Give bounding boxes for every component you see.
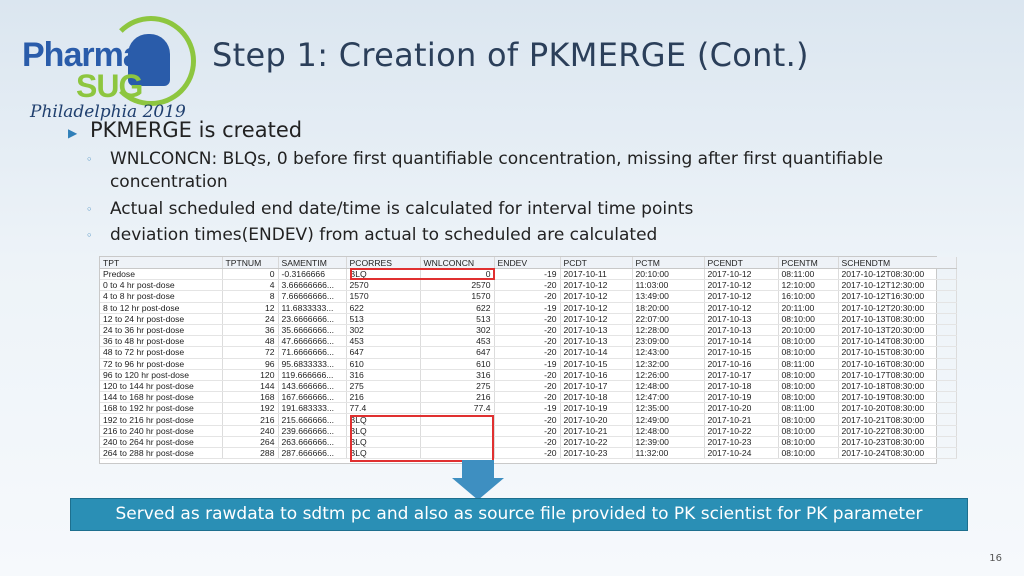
table-row [100, 436, 956, 447]
table-cell: 2017-10-12 [560, 302, 632, 313]
table-row [100, 347, 956, 358]
table-cell: 2017-10-19 [704, 392, 778, 403]
column-header: SAMENTIM [278, 257, 346, 269]
bullet-list [68, 118, 968, 247]
table-row [100, 448, 956, 459]
table-cell: 08:10:00 [778, 436, 838, 447]
table-cell: 316 [346, 369, 420, 380]
table-cell: 72 to 96 hr post-dose [100, 358, 222, 369]
table-cell: 2017-10-12 [704, 269, 778, 280]
table-cell: 48 to 72 hr post-dose [100, 347, 222, 358]
table-cell: 35.6666666... [278, 324, 346, 335]
column-header: ENDEV [494, 257, 560, 269]
table-cell: 12:32:00 [632, 358, 704, 369]
table-cell: 2017-10-18T08:30:00 [838, 380, 956, 391]
table-cell: 08:10:00 [778, 414, 838, 425]
table-cell: 2017-10-22 [704, 425, 778, 436]
table-cell: 647 [420, 347, 494, 358]
table-cell: -20 [494, 392, 560, 403]
table-cell: 119.666666... [278, 369, 346, 380]
table-cell: 77.4 [420, 403, 494, 414]
table-cell: BLQ [346, 425, 420, 436]
table-cell: 47.6666666... [278, 336, 346, 347]
table-cell: 302 [346, 324, 420, 335]
table-cell: 71.6666666... [278, 347, 346, 358]
column-header: PCDT [560, 257, 632, 269]
table-cell: 1570 [420, 291, 494, 302]
table-cell: 2017-10-12T12:30:00 [838, 280, 956, 291]
table-cell: 4 to 8 hr post-dose [100, 291, 222, 302]
table-cell: -20 [494, 369, 560, 380]
table-cell: 0 [222, 269, 278, 280]
table-cell: 08:10:00 [778, 380, 838, 391]
sub-bullet [86, 148, 968, 194]
sub-bullet [86, 198, 968, 221]
table-cell: 2017-10-19T08:30:00 [838, 392, 956, 403]
table-row [100, 324, 956, 335]
pharmasug-logo [20, 14, 190, 124]
sub-bullet-text: deviation times(ENDEV) from actual to scheduled are calculated [109, 225, 658, 245]
table-cell: 08:10:00 [778, 392, 838, 403]
table-cell: 08:11:00 [778, 358, 838, 369]
triangle-bullet-icon: ▶ [68, 126, 78, 140]
table-cell: 2017-10-12 [704, 291, 778, 302]
column-header: PCTM [632, 257, 704, 269]
table-cell: 215.666666... [278, 414, 346, 425]
table-cell: 263.666666... [278, 436, 346, 447]
table-cell: 191.683333... [278, 403, 346, 414]
table-cell: 2017-10-15 [560, 358, 632, 369]
table-cell [420, 414, 494, 425]
circle-bullet-icon: ◦ [86, 203, 93, 216]
table-cell: 08:10:00 [778, 369, 838, 380]
table-cell: 2017-10-20 [704, 403, 778, 414]
table-cell: 0 [420, 269, 494, 280]
table-cell [420, 436, 494, 447]
table-cell: -20 [494, 436, 560, 447]
table-cell: 1570 [346, 291, 420, 302]
table-cell: 13:49:00 [632, 291, 704, 302]
table-cell: 2017-10-22T08:30:00 [838, 425, 956, 436]
table-cell: 239.666666... [278, 425, 346, 436]
table-cell: 240 [222, 425, 278, 436]
table-cell: 12:48:00 [632, 380, 704, 391]
sub-bullet-text: Actual scheduled end date/time is calculated for interval time points [109, 199, 694, 219]
table-row [100, 425, 956, 436]
table-cell: -20 [494, 336, 560, 347]
table-cell: -19 [494, 302, 560, 313]
table-cell: 2017-10-23T08:30:00 [838, 436, 956, 447]
sub-bullet-text: WNLCONCN: BLQs, 0 before first quantifiable concentration, missing after first quantifiable concentration [109, 149, 884, 192]
logo-word-pharma: Pharma [22, 36, 141, 74]
table-cell: 2017-10-24T08:30:00 [838, 448, 956, 459]
table-cell: BLQ [346, 269, 420, 280]
table-cell: 11:32:00 [632, 448, 704, 459]
table-cell: 167.666666... [278, 392, 346, 403]
table-cell: 2017-10-22 [560, 436, 632, 447]
table-cell: 287.666666... [278, 448, 346, 459]
table-cell: 2017-10-13 [704, 313, 778, 324]
table-cell: BLQ [346, 414, 420, 425]
table-row [100, 280, 956, 291]
table-cell: 2017-10-20 [560, 414, 632, 425]
table-cell: 2017-10-18 [704, 380, 778, 391]
table-cell: 216 [346, 392, 420, 403]
table-cell: -19 [494, 358, 560, 369]
table-cell: 513 [346, 313, 420, 324]
logo-subtitle: Philadelphia 2019 [30, 102, 186, 122]
table-cell: 2017-10-15 [704, 347, 778, 358]
table-cell: 622 [420, 302, 494, 313]
table-cell: 2017-10-19 [560, 403, 632, 414]
table-cell: 12 [222, 302, 278, 313]
table-cell [420, 425, 494, 436]
slide-title: Step 1: Creation of PKMERGE (Cont.) [212, 36, 809, 74]
table-cell: 647 [346, 347, 420, 358]
table-cell: 8 to 12 hr post-dose [100, 302, 222, 313]
table-cell: 12:49:00 [632, 414, 704, 425]
table-cell: 2017-10-24 [704, 448, 778, 459]
table-cell: Predose [100, 269, 222, 280]
table-cell: 12:48:00 [632, 425, 704, 436]
table-row [100, 414, 956, 425]
table-cell: 0 to 4 hr post-dose [100, 280, 222, 291]
table-cell: 120 to 144 hr post-dose [100, 380, 222, 391]
table-row [100, 392, 956, 403]
table-cell: 2017-10-21 [704, 414, 778, 425]
table-cell: 18:20:00 [632, 302, 704, 313]
table-cell: 2017-10-14 [560, 347, 632, 358]
table-cell: 316 [420, 369, 494, 380]
table-cell: 2017-10-12 [704, 280, 778, 291]
table-cell: 77.4 [346, 403, 420, 414]
table-cell: 2017-10-16 [704, 358, 778, 369]
table-cell: -20 [494, 414, 560, 425]
column-header: SCHENDTM [838, 257, 956, 269]
table-cell: 2017-10-12 [560, 280, 632, 291]
table-cell: 2017-10-11 [560, 269, 632, 280]
table-cell: 144 [222, 380, 278, 391]
table-cell: 08:10:00 [778, 336, 838, 347]
table-cell: 08:10:00 [778, 425, 838, 436]
down-arrow-icon [452, 460, 504, 500]
table-cell: 2017-10-13 [560, 324, 632, 335]
table-row [100, 380, 956, 391]
table-cell: 2017-10-13T20:30:00 [838, 324, 956, 335]
table-row [100, 369, 956, 380]
circle-bullet-icon: ◦ [86, 153, 93, 166]
table-cell: 7.66666666... [278, 291, 346, 302]
column-header: TPT [100, 257, 222, 269]
table-cell: 36 [222, 324, 278, 335]
table-cell: 2017-10-17T08:30:00 [838, 369, 956, 380]
table-cell: 72 [222, 347, 278, 358]
table-row [100, 269, 956, 280]
table-cell: 2017-10-23 [560, 448, 632, 459]
table-cell: 2017-10-12T08:30:00 [838, 269, 956, 280]
table-cell: 143.666666... [278, 380, 346, 391]
column-header: TPTNUM [222, 257, 278, 269]
table-cell: 2017-10-21 [560, 425, 632, 436]
table-cell: 12:43:00 [632, 347, 704, 358]
table-cell: BLQ [346, 436, 420, 447]
table-cell: 2017-10-12 [560, 313, 632, 324]
table-cell: 2017-10-12T20:30:00 [838, 302, 956, 313]
table-cell: 11.6833333... [278, 302, 346, 313]
table-cell: 24 to 36 hr post-dose [100, 324, 222, 335]
table-cell: 264 to 288 hr post-dose [100, 448, 222, 459]
table-cell: 2017-10-20T08:30:00 [838, 403, 956, 414]
table-cell: 08:10:00 [778, 448, 838, 459]
table-cell: 4 [222, 280, 278, 291]
table-cell: 275 [420, 380, 494, 391]
table-row [100, 336, 956, 347]
table-cell: -20 [494, 324, 560, 335]
table-cell: 96 [222, 358, 278, 369]
table-row [100, 302, 956, 313]
table-cell: 622 [346, 302, 420, 313]
table-cell: 11:03:00 [632, 280, 704, 291]
table-cell: 144 to 168 hr post-dose [100, 392, 222, 403]
table-cell: 192 [222, 403, 278, 414]
table-cell: 192 to 216 hr post-dose [100, 414, 222, 425]
table-cell: 2017-10-14 [704, 336, 778, 347]
table-cell: 08:11:00 [778, 269, 838, 280]
table-cell: 08:11:00 [778, 403, 838, 414]
table-cell: 96 to 120 hr post-dose [100, 369, 222, 380]
logo-word-sug: SUG [76, 68, 143, 104]
table-cell: 240 to 264 hr post-dose [100, 436, 222, 447]
table-cell: BLQ [346, 448, 420, 459]
table-cell: 610 [420, 358, 494, 369]
table-cell: -20 [494, 280, 560, 291]
table-cell: 23.6666666... [278, 313, 346, 324]
table-cell: 2017-10-18 [560, 392, 632, 403]
page-number: 16 [989, 553, 1002, 564]
column-header: PCENDT [704, 257, 778, 269]
pkmerge-table [100, 257, 957, 459]
table-cell: -20 [494, 448, 560, 459]
pkmerge-table-screenshot [99, 256, 937, 464]
table-header-row [100, 257, 956, 269]
table-cell: 12:39:00 [632, 436, 704, 447]
table-cell: 2017-10-12T16:30:00 [838, 291, 956, 302]
table-cell: 12:47:00 [632, 392, 704, 403]
table-cell: 24 [222, 313, 278, 324]
table-cell: 453 [346, 336, 420, 347]
table-cell: 2017-10-17 [704, 369, 778, 380]
table-cell: -20 [494, 313, 560, 324]
table-cell: 168 [222, 392, 278, 403]
table-cell: 12:28:00 [632, 324, 704, 335]
table-cell: 2017-10-17 [560, 380, 632, 391]
summary-banner: Served as rawdata to sdtm pc and also as source file provided to PK scientist for PK parameter [70, 498, 968, 531]
table-cell: -0.3166666 [278, 269, 346, 280]
table-cell: 120 [222, 369, 278, 380]
table-cell: 20:10:00 [778, 324, 838, 335]
table-cell: 20:11:00 [778, 302, 838, 313]
table-cell: 22:07:00 [632, 313, 704, 324]
table-cell: 2017-10-16 [560, 369, 632, 380]
table-cell: 302 [420, 324, 494, 335]
column-header: PCORRES [346, 257, 420, 269]
table-cell: 08:10:00 [778, 347, 838, 358]
table-cell: 275 [346, 380, 420, 391]
table-cell: 168 to 192 hr post-dose [100, 403, 222, 414]
table-cell: 95.6833333... [278, 358, 346, 369]
table-cell: 216 [420, 392, 494, 403]
table-cell: 264 [222, 436, 278, 447]
table-cell: 453 [420, 336, 494, 347]
table-cell: 513 [420, 313, 494, 324]
table-cell: 8 [222, 291, 278, 302]
table-cell: 2570 [346, 280, 420, 291]
table-cell: 08:10:00 [778, 313, 838, 324]
table-cell: 12:26:00 [632, 369, 704, 380]
table-cell: 216 [222, 414, 278, 425]
table-row [100, 291, 956, 302]
column-header: PCENTM [778, 257, 838, 269]
table-cell: 2017-10-12 [560, 291, 632, 302]
table-cell: 12 to 24 hr post-dose [100, 313, 222, 324]
table-cell: 23:09:00 [632, 336, 704, 347]
table-cell: 2017-10-13 [704, 324, 778, 335]
sub-bullet [86, 224, 968, 247]
circle-bullet-icon: ◦ [86, 229, 93, 242]
table-cell: 2017-10-23 [704, 436, 778, 447]
table-cell: 288 [222, 448, 278, 459]
table-cell: 610 [346, 358, 420, 369]
main-bullet-text: PKMERGE is created [90, 118, 303, 142]
table-cell: -20 [494, 425, 560, 436]
table-row [100, 313, 956, 324]
table-cell: 12:35:00 [632, 403, 704, 414]
table-cell: -19 [494, 269, 560, 280]
table-cell: 2570 [420, 280, 494, 291]
table-cell: -20 [494, 347, 560, 358]
table-cell: 216 to 240 hr post-dose [100, 425, 222, 436]
table-cell [420, 448, 494, 459]
table-cell: -20 [494, 380, 560, 391]
table-cell: 2017-10-16T08:30:00 [838, 358, 956, 369]
table-row [100, 403, 956, 414]
table-cell: 48 [222, 336, 278, 347]
table-cell: 2017-10-13 [560, 336, 632, 347]
table-cell: 2017-10-15T08:30:00 [838, 347, 956, 358]
table-row [100, 358, 956, 369]
table-cell: 2017-10-21T08:30:00 [838, 414, 956, 425]
table-cell: 3.66666666... [278, 280, 346, 291]
table-cell: 20:10:00 [632, 269, 704, 280]
table-cell: 36 to 48 hr post-dose [100, 336, 222, 347]
table-cell: 16:10:00 [778, 291, 838, 302]
table-cell: -20 [494, 291, 560, 302]
column-header: WNLCONCN [420, 257, 494, 269]
table-cell: 2017-10-14T08:30:00 [838, 336, 956, 347]
main-bullet [68, 118, 968, 142]
table-cell: 2017-10-12 [704, 302, 778, 313]
table-cell: -19 [494, 403, 560, 414]
table-cell: 2017-10-13T08:30:00 [838, 313, 956, 324]
table-cell: 12:10:00 [778, 280, 838, 291]
